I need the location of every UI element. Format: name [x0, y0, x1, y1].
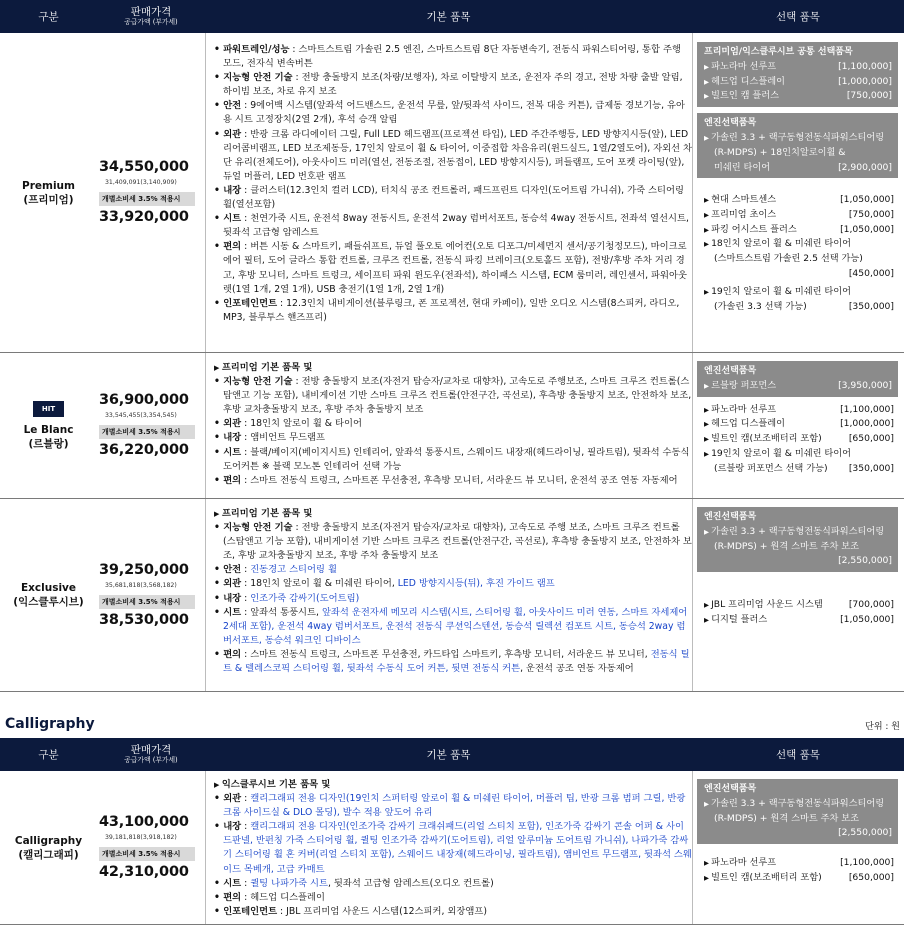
option-item: ▶ 현대 스마트센스 [1,050,000] — [704, 193, 894, 208]
tax-price: 42,310,000 — [99, 864, 189, 880]
trim-row-calligraphy — [0, 771, 904, 925]
trim-name — [0, 33, 97, 352]
option-item: ▶ 18인치 알로이 휠 & 미쉐린 타이어 — [704, 237, 894, 252]
tax-price: 36,220,000 — [99, 442, 189, 458]
basic-features — [205, 771, 692, 924]
engine-option-box — [697, 779, 898, 844]
feature-item: • 시트 : 블랙/베이지(베이지시트) 인테리어, 앞좌석 통풍시트, 스웨이드 내장재(헤드라이닝, 필라트림), 뒷좌석 수동식 도어커튼 ※ 블랙 모노톤 인테리어 선택 가능 — [214, 446, 692, 474]
trim-name-en: Calligraphy — [14, 834, 83, 847]
option-features — [692, 499, 904, 691]
option-item: ▶ 빌트인 캠 플러스 [750,000] — [704, 89, 892, 104]
trim-row-premium — [0, 33, 904, 353]
feature-item: • 지능형 안전 기술 : 전방 충돌방지 보조(자전거 탑승자/교차로 대향차), 고속도로 주행보조, 스마트 크루즈 컨트롤(스탑앤고 기능 포함), 내비게이션 기반 스마트 크루즈 컨트롤(안전구간, 곡선로), 후측방 충돌방지 보조, 안전하차 보조, 후방 교차충돌방지 보조, 후방 주차 충돌방지 보조 — [214, 375, 692, 417]
header-basic: 기본 품목 — [426, 11, 471, 23]
option-item: ▶ 빌트인 캠(보조배터리 포함) [650,000] — [704, 871, 894, 886]
option-list — [697, 193, 898, 315]
tax-price: 33,920,000 — [99, 209, 189, 225]
option-list — [697, 598, 898, 627]
box-title: 엔진선택품목 — [704, 784, 757, 794]
option-item: ▶ 가솔린 3.3 + 랙구동형전동식파워스티어링 — [704, 131, 892, 146]
option-list — [697, 403, 898, 477]
option-item: [450,000] — [848, 267, 894, 279]
feature-lead: ▶ 프리미엄 기본 품목 및 — [214, 507, 692, 521]
feature-item: • 편의 : 버튼 시동 & 스마트키, 패들쉬프트, 듀얼 풀오토 에어컨(오토 디포그/미세먼지 센서/공기청정모드), 마이크로 에어 필터, 도어 글라스 통합 컨트롤, 크루즈 컨트롤, 전동식 파킹 브레이크(오토홀드 포함), 전방/후방 주차 거리 경고, 후방 모니터, 스마트 트렁크, 세이프티 파워 윈도우(전좌석), 하이패스 시스템, ECM 룸미러, 레인센서, 파워아웃렛(1열 1개, 2열 1개), USB 충전기(1열 1개, 2열 1개) — [214, 240, 692, 296]
feature-item: • 인포테인먼트 : JBL 프리미엄 사운드 시스템(12스피커, 외장앰프) — [214, 905, 692, 919]
header-price — [97, 6, 205, 27]
supply-price: 35,681,818(3,568,182) — [105, 581, 177, 589]
feature-item: • 지능형 안전 기술 : 전방 충돌방지 보조(자전거 탑승자/교차로 대향차), 고속도로 주행 보조, 스마트 크루즈 컨트롤(스탑앤고 기능 포함), 내비게이션 기반 스마트 크루즈 컨트롤(안전구간, 곡선로), 후측방 충돌방지 보조, 안전하차 보조, 후방 교차충돌방지 보조, 후방 주차 충돌방지 보조 — [214, 521, 692, 563]
tax-label: 개별소비세 3.5% 적용시 — [99, 847, 195, 861]
price: 36,900,000 — [99, 392, 189, 408]
option-item: (R-MDPS) + 18인치알로이휠 & — [714, 146, 846, 158]
option-item: (가솔린 3.3 선택 가능) [350,000] — [714, 301, 894, 313]
basic-features — [205, 353, 692, 498]
option-item: ▶ 가솔린 3.3 + 랙구동형전동식파워스티어링 — [704, 797, 892, 812]
feature-item: • 내장 : 인조가죽 감싸기(도어트림) — [214, 592, 692, 606]
option-item: ▶ 19인치 알로이 휠 & 미쉐린 타이어 — [704, 447, 894, 462]
engine-option-box — [697, 507, 898, 572]
option-item: (R-MDPS) + 원격 스마트 주차 보조 — [714, 540, 860, 552]
feature-item: • 편의 : 스마트 전동식 트렁크, 스마트폰 무선충전, 후측방 모니터, 서라운드 뷰 모니터, 운전석 공조 연동 자동제어 — [214, 474, 692, 488]
hit-badge: HIT — [33, 401, 64, 417]
option-item: (R-MDPS) + 원격 스마트 주차 보조 — [714, 812, 860, 824]
table-header — [0, 0, 904, 33]
trim-name-en: Premium — [22, 179, 75, 192]
header-basic: 기본 품목 — [426, 749, 471, 761]
header-price-sub: 공급가액 (부가세) — [124, 18, 178, 26]
price: 43,100,000 — [99, 814, 189, 830]
common-option-box — [697, 42, 898, 107]
supply-price: 31,409,091(3,140,909) — [105, 179, 177, 186]
price-cell — [97, 353, 205, 498]
engine-option-box — [697, 113, 898, 178]
option-item: ▶ 헤드업 디스플레이 [1,000,000] — [704, 75, 892, 90]
trim-name-en: Le Blanc — [23, 423, 74, 436]
option-item: (르블랑 퍼포먼스 선택 가능) [350,000] — [714, 462, 894, 474]
trim-name-kr: (캘리그래피) — [18, 848, 79, 861]
box-title: 엔진선택품목 — [704, 118, 757, 129]
option-item: ▶ 르블랑 퍼포먼스 [3,950,000] — [704, 379, 892, 394]
feature-item: • 지능형 안전 기술 : 전방 충돌방지 보조(차량/보행자), 차로 이탈방지 보조, 운전자 주의 경고, 전방 차량 출발 알림, 하이빔 보조, 차로 유지 보조 — [214, 71, 692, 99]
header-trim: 구분 — [38, 749, 59, 761]
trim-name-kr: (프리미엄) — [23, 193, 74, 206]
feature-item: • 외관 : 18인치 알로이 휠 & 미쉐린 타이어, LED 방향지시등(뒤), 후진 가이드 램프 — [214, 577, 692, 591]
option-item: ▶ 디지털 플러스 [1,050,000] — [704, 613, 894, 628]
trim-name — [0, 353, 97, 498]
header-price-label: 판매가격 — [130, 744, 172, 756]
trim-name — [0, 771, 97, 924]
option-item: [2,550,000] — [838, 827, 892, 839]
feature-item: • 내장 : 앰비언트 무드램프 — [214, 431, 692, 445]
basic-features — [205, 499, 692, 691]
unit-label: 단위 : 원 — [865, 722, 900, 732]
option-features — [692, 771, 904, 924]
section-title-bar — [0, 692, 904, 738]
option-item: (스마트스트림 가솔린 2.5 선택 가능) — [714, 253, 863, 265]
feature-lead: ▶ 프리미엄 기본 품목 및 — [214, 361, 692, 375]
feature-item: • 시트 : 천연가죽 시트, 운전석 8way 전동시트, 운전석 2way 럼버서포트, 동승석 4way 전동시트, 전좌석 열선시트, 뒷좌석 고급형 암레스트 — [214, 212, 692, 240]
trim-row-leblanc — [0, 353, 904, 499]
trim-name — [0, 499, 97, 691]
tax-label: 개별소비세 3.5% 적용시 — [99, 595, 195, 609]
feature-item: • 내장 : 캘리그래피 전용 디자인(인조가죽 감싸기 크래쉬패드(리얼 스티치 포함), 인조가죽 감싸기 콘솔 어퍼 & 사이드판넬, 반펀칭 가죽 스티어링 휠, 퀼팅 인조가죽 감싸기(도어트림), 리얼 알루미늄 도어트림 가니쉬), 나파가죽 감싸기 스티어링 휠 혼 커버(리얼 스티치 포함), 스웨이드 내장재(헤드라이닝, 필라트림), 앰비언트 무드램프, 뒷좌석 스웨이드 목베개, 고급 카매트 — [214, 820, 692, 876]
header-price — [97, 744, 205, 765]
box-title: 엔진선택품목 — [704, 512, 757, 522]
tax-label: 개별소비세 3.5% 적용시 — [99, 192, 195, 206]
trim-name-kr: (익스클루시브) — [13, 596, 84, 608]
option-item: ▶ 파노라마 선루프 [1,100,000] — [704, 60, 892, 75]
option-item: ▶ 가솔린 3.3 + 랙구동형전동식파워스티어링 — [704, 525, 892, 540]
feature-item: • 안전 : 진동경고 스티어링 휠 — [214, 563, 692, 577]
option-item: 미쉐린 타이어 [2,900,000] — [714, 161, 892, 173]
tax-price: 38,530,000 — [99, 611, 189, 628]
option-item: ▶ 프리미엄 초이스 [750,000] — [704, 208, 894, 223]
option-item: ▶ JBL 프리미엄 사운드 시스템 [700,000] — [704, 598, 894, 613]
feature-item: • 외관 : 캘리그래피 전용 디자인(19인치 스퍼터링 알로이 휠 & 미쉐린 타이어, 머플러 팁, 반광 크롬 범퍼 그릴, 반광 크롬 사이드실 & DLO 몰딩), 발수 적용 앞도어 유리 — [214, 792, 692, 820]
price: 34,550,000 — [99, 159, 189, 175]
engine-option-box — [697, 361, 898, 397]
feature-item: • 외관 : 18인치 알로이 휠 & 타이어 — [214, 417, 692, 431]
option-features — [692, 353, 904, 498]
price-cell — [97, 33, 205, 352]
feature-item: • 편의 : 스마트 전동식 트렁크, 스마트폰 무선충전, 카드타입 스마트키, 후측방 모니터, 서라운드 뷰 모니터, 전동식 틸트 & 텔레스코픽 스티어링 휠, 뒷좌석 수동식 도어 커튼, 뒷면 전동식 커튼, 운전석 공조 연동 자동제어 — [214, 648, 692, 676]
option-features — [692, 33, 904, 352]
option-item: ▶ 파킹 어시스트 플러스 [1,050,000] — [704, 223, 894, 238]
supply-price: 39,181,818(3,918,182) — [105, 834, 177, 841]
option-item: ▶ 파노라마 선루프 [1,100,000] — [704, 403, 894, 418]
option-item: [2,550,000] — [838, 555, 892, 567]
feature-item: • 안전 : 9에어백 시스템(앞좌석 어드밴스드, 운전석 무릎, 앞/뒷좌석 사이드, 전복 대응 커튼), 급제동 경보기능, 유아용 시트 고정장치(2열 2개), 후석 승객 알림 — [214, 99, 692, 127]
feature-item: • 편의 : 헤드업 디스플레이 — [214, 891, 692, 905]
trim-name-kr: (르블랑) — [28, 437, 69, 450]
feature-item: • 시트 : 앞좌석 통풍시트, 앞좌석 운전자세 메모리 시스템(시트, 스티어링 휠, 아웃사이드 미러 연동, 스마트 자세제어 2세대 포함), 운전석 4way 럼버서포트, 운전석 전동식 쿠션익스텐션, 동승석 릴렉션 컴포트 시트, 동승석 2way 럼버서포트, 동승석 워크인 디바이스 — [214, 606, 692, 648]
header-price-sub: 공급가액 (부가세) — [124, 756, 178, 764]
feature-item: • 파워트레인/성능 : 스마트스트림 가솔린 2.5 엔진, 스마트스트림 8단 자동변속기, 전동식 파워스티어링, 통합 주행 모드, 전자식 변속버튼 — [214, 43, 692, 71]
option-item: ▶ 19인치 알로이 휠 & 미쉐린 타이어 — [704, 285, 894, 300]
header-trim: 구분 — [38, 11, 59, 23]
price: 39,250,000 — [99, 561, 189, 578]
price-cell — [97, 771, 205, 924]
option-item: ▶ 파노라마 선루프 [1,100,000] — [704, 856, 894, 871]
feature-item: • 시트 : 퀼팅 나파가죽 시트, 뒷좌석 고급형 암레스트(오디오 컨트롤) — [214, 877, 692, 891]
option-item: ▶ 헤드업 디스플레이 [1,000,000] — [704, 417, 894, 432]
section-title: Calligraphy — [5, 716, 95, 732]
trim-row-exclusive — [0, 499, 904, 692]
feature-item: • 외관 : 반광 크롬 라디에이터 그릴, Full LED 헤드램프(프로젝션 타입), LED 주간주행등, LED 방향지시등(앞), LED 리어콤비램프, LED 보조제동등, 17인치 알로이 휠 & 타이어, 이중접합 차음유리(윈드실드, 1열/2열도어), 자외선 차단 유리(전체도어), 아웃사이드 미러(열선, 전동조절, 전동접이, LED 방향지시등), 퍼들램프, 도어 포켓 라이팅(앞), 듀얼 머플러, LED 번호판 램프 — [214, 128, 692, 184]
supply-price: 33,545,455(3,354,545) — [105, 412, 177, 419]
box-title: 엔진선택품목 — [704, 366, 757, 376]
header-option: 선택 품목 — [776, 749, 820, 761]
option-list — [697, 856, 898, 885]
header-option: 선택 품목 — [776, 11, 820, 23]
basic-features — [205, 33, 692, 352]
tax-label: 개별소비세 3.5% 적용시 — [99, 425, 195, 439]
option-item: ▶ 빌트인 캠(보조배터리 포함) [650,000] — [704, 432, 894, 447]
feature-item: • 내장 : 클러스터(12.3인치 컬러 LCD), 터치식 공조 컨트롤러, 패드프린트 디자인(도어트림 가니쉬), 가죽 스티어링 휠(열선포함) — [214, 184, 692, 212]
feature-item: • 인포테인먼트 : 12.3인치 내비게이션(블루링크, 폰 프로젝션, 현대 카페이), 일반 오디오 시스템(8스피커, 라디오, MP3, 블루투스 핸즈프리) — [214, 297, 692, 325]
feature-lead: ▶ 익스클루시브 기본 품목 및 — [214, 778, 692, 792]
price-cell — [97, 499, 205, 691]
trim-name-en: Exclusive — [20, 582, 77, 594]
header-price-label: 판매가격 — [130, 6, 172, 18]
table-header — [0, 738, 904, 771]
box-title: 프리미엄/익스클루시브 공통 선택품목 — [704, 47, 853, 57]
